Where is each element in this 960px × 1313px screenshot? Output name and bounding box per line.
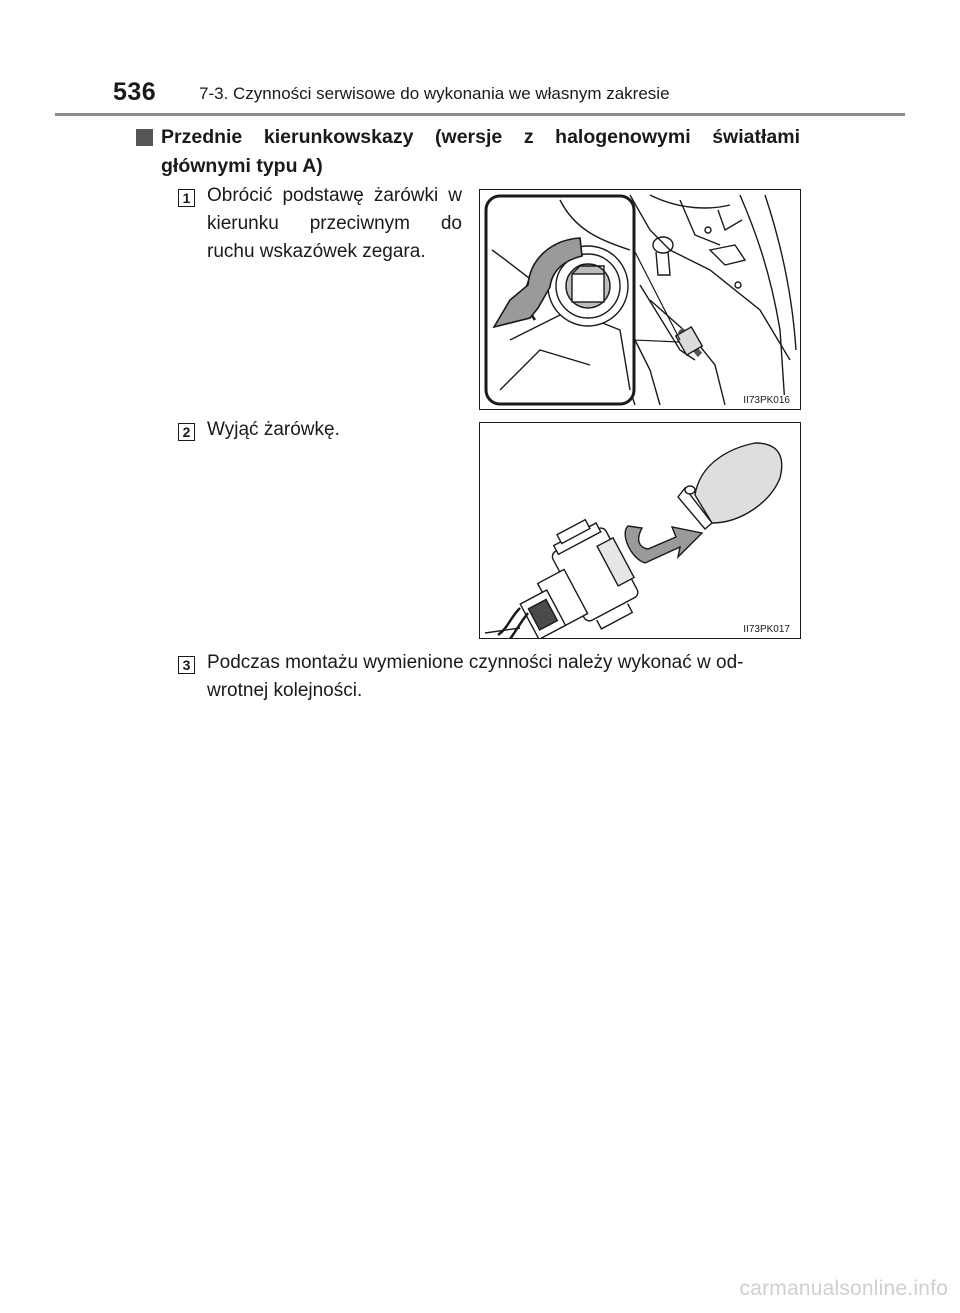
step-1-text: Obrócić podstawę żarówki w kierunku przeciwnym do ruchu wskazówek zegara. — [207, 185, 462, 262]
square-bullet-icon — [136, 129, 153, 146]
chapter-title: 7-3. Czynności serwisowe do wykonania we własnym zakresie — [199, 84, 670, 103]
step-3-text: Podczas montażu wymienione czynności należy wykonać w od-wrotnej kolejności. — [207, 652, 744, 701]
headlight-rotate-illustration — [480, 190, 801, 410]
page-number: 536 — [113, 78, 157, 106]
section-heading-text: Przednie kierunkowskazy (wersje z halogenowymi światłami głównymi typu A) — [161, 126, 800, 177]
step-2-text: Wyjąć żarówkę. — [207, 419, 340, 440]
bulb-removal-illustration — [480, 423, 801, 639]
step-number-badge-3: 3 — [178, 656, 195, 674]
step-number-badge-2: 2 — [178, 423, 195, 441]
figure-remove-bulb — [479, 422, 801, 639]
watermark-text: carmanualsonline.info — [739, 1277, 948, 1300]
figure-bulb-base-rotation — [479, 189, 801, 410]
step-number-badge-1: 1 — [178, 189, 195, 207]
header-divider — [55, 113, 905, 116]
figure-code-2: II73PK017 — [743, 624, 790, 635]
section-heading — [136, 123, 800, 181]
figure-code-1: II73PK016 — [743, 395, 790, 406]
